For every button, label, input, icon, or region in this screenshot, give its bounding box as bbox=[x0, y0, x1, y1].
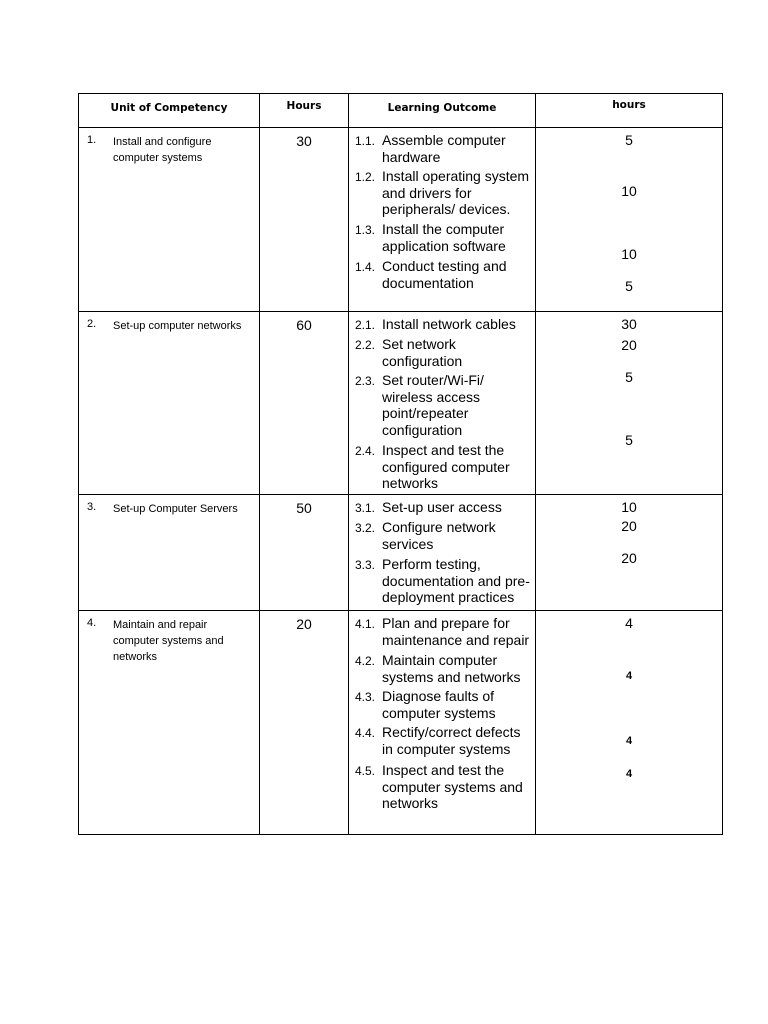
table-row bbox=[79, 312, 723, 495]
outcome-hours: 10 bbox=[621, 246, 637, 262]
outcome-hours: 20 bbox=[621, 550, 637, 566]
outcome-hours-cell bbox=[536, 495, 723, 611]
unit-title: Set-up computer networks bbox=[113, 320, 242, 332]
outcome-text: Rectify/correct defects in computer systems bbox=[382, 724, 521, 757]
outcomes-cell bbox=[349, 495, 536, 611]
header-unit: Unit of Competency bbox=[79, 94, 260, 128]
outcome-hours: 4 bbox=[625, 615, 633, 631]
outcome-text: Perform testing, documentation and pre-deployment practices bbox=[382, 556, 530, 605]
header-learning-outcome: Learning Outcome bbox=[349, 94, 536, 128]
outcome-text: Install the computer application software bbox=[382, 221, 506, 254]
outcome-text: Assemble computer hardware bbox=[382, 132, 506, 165]
outcome-number: 1.4. bbox=[355, 260, 376, 274]
unit-cell bbox=[79, 312, 260, 495]
outcome-number: 1.1. bbox=[355, 134, 376, 148]
outcomes-cell bbox=[349, 312, 536, 495]
outcome-text: Inspect and test the computer systems and networks bbox=[382, 762, 523, 811]
unit-title: Install and configure computer systems bbox=[113, 136, 212, 164]
outcome-hours: 4 bbox=[625, 768, 633, 780]
table-row bbox=[79, 611, 723, 835]
outcome-text: Diagnose faults of computer systems bbox=[382, 688, 496, 721]
outcome-number: 4.5. bbox=[355, 764, 376, 778]
outcome-text: Plan and prepare for maintenance and repair bbox=[382, 615, 530, 648]
outcome-text: Inspect and test the configured computer networks bbox=[382, 442, 510, 491]
outcome-hours: 20 bbox=[621, 337, 637, 353]
outcome-text: Set router/Wi-Fi/ wireless access point/repeater configuration bbox=[382, 372, 484, 438]
table-row bbox=[79, 495, 723, 611]
unit-title: Set-up Computer Servers bbox=[113, 503, 238, 515]
unit-number: 3. bbox=[87, 501, 97, 513]
outcome-number: 2.4. bbox=[355, 444, 376, 458]
unit-number: 4. bbox=[87, 617, 97, 629]
outcome-text: Set-up user access bbox=[382, 499, 502, 515]
unit-hours: 30 bbox=[260, 128, 349, 312]
outcome-number: 2.3. bbox=[355, 374, 376, 388]
outcome-hours: 30 bbox=[621, 316, 637, 332]
unit-cell bbox=[79, 495, 260, 611]
outcome-text: Maintain computer systems and networks bbox=[382, 652, 521, 685]
outcome-number: 4.2. bbox=[355, 654, 376, 668]
outcome-hours: 5 bbox=[625, 278, 633, 294]
outcome-text: Conduct testing and documentation bbox=[382, 258, 507, 291]
table-row bbox=[79, 128, 723, 312]
unit-cell bbox=[79, 128, 260, 312]
outcome-hours: 4 bbox=[625, 735, 633, 747]
outcome-text: Install network cables bbox=[382, 316, 516, 332]
outcome-number: 2.1. bbox=[355, 318, 376, 332]
outcome-number: 4.3. bbox=[355, 690, 376, 704]
outcome-number: 4.4. bbox=[355, 726, 376, 740]
unit-number: 1. bbox=[87, 134, 97, 146]
outcome-hours: 5 bbox=[625, 432, 633, 448]
unit-cell bbox=[79, 611, 260, 835]
outcome-hours-cell bbox=[536, 312, 723, 495]
competency-table bbox=[78, 93, 723, 835]
outcomes-cell bbox=[349, 611, 536, 835]
outcome-number: 4.1. bbox=[355, 617, 376, 631]
outcome-number: 3.1. bbox=[355, 501, 376, 515]
outcome-hours: 10 bbox=[621, 183, 637, 199]
unit-hours: 60 bbox=[260, 312, 349, 495]
table-header-row bbox=[79, 94, 723, 128]
header-lo-hours: hours bbox=[536, 94, 723, 128]
unit-hours: 50 bbox=[260, 495, 349, 611]
outcomes-cell bbox=[349, 128, 536, 312]
header-hours: Hours bbox=[260, 94, 349, 128]
unit-number: 2. bbox=[87, 318, 97, 330]
unit-hours: 20 bbox=[260, 611, 349, 835]
outcome-number: 3.3. bbox=[355, 558, 376, 572]
unit-title: Maintain and repair computer systems and networks bbox=[113, 619, 224, 663]
outcome-number: 1.3. bbox=[355, 223, 376, 237]
outcome-text: Install operating system and drivers for peripherals/ devices. bbox=[382, 168, 530, 217]
outcome-text: Configure network services bbox=[382, 519, 496, 552]
outcome-number: 1.2. bbox=[355, 170, 376, 184]
outcome-text: Set network configuration bbox=[382, 336, 463, 369]
outcome-hours: 5 bbox=[625, 132, 633, 148]
outcome-hours: 4 bbox=[625, 670, 633, 682]
outcome-hours-cell bbox=[536, 128, 723, 312]
outcome-hours: 20 bbox=[621, 518, 637, 534]
outcome-number: 3.2. bbox=[355, 521, 376, 535]
outcome-hours: 10 bbox=[621, 499, 637, 515]
outcome-hours-cell bbox=[536, 611, 723, 835]
outcome-hours: 5 bbox=[625, 369, 633, 385]
outcome-number: 2.2. bbox=[355, 338, 376, 352]
